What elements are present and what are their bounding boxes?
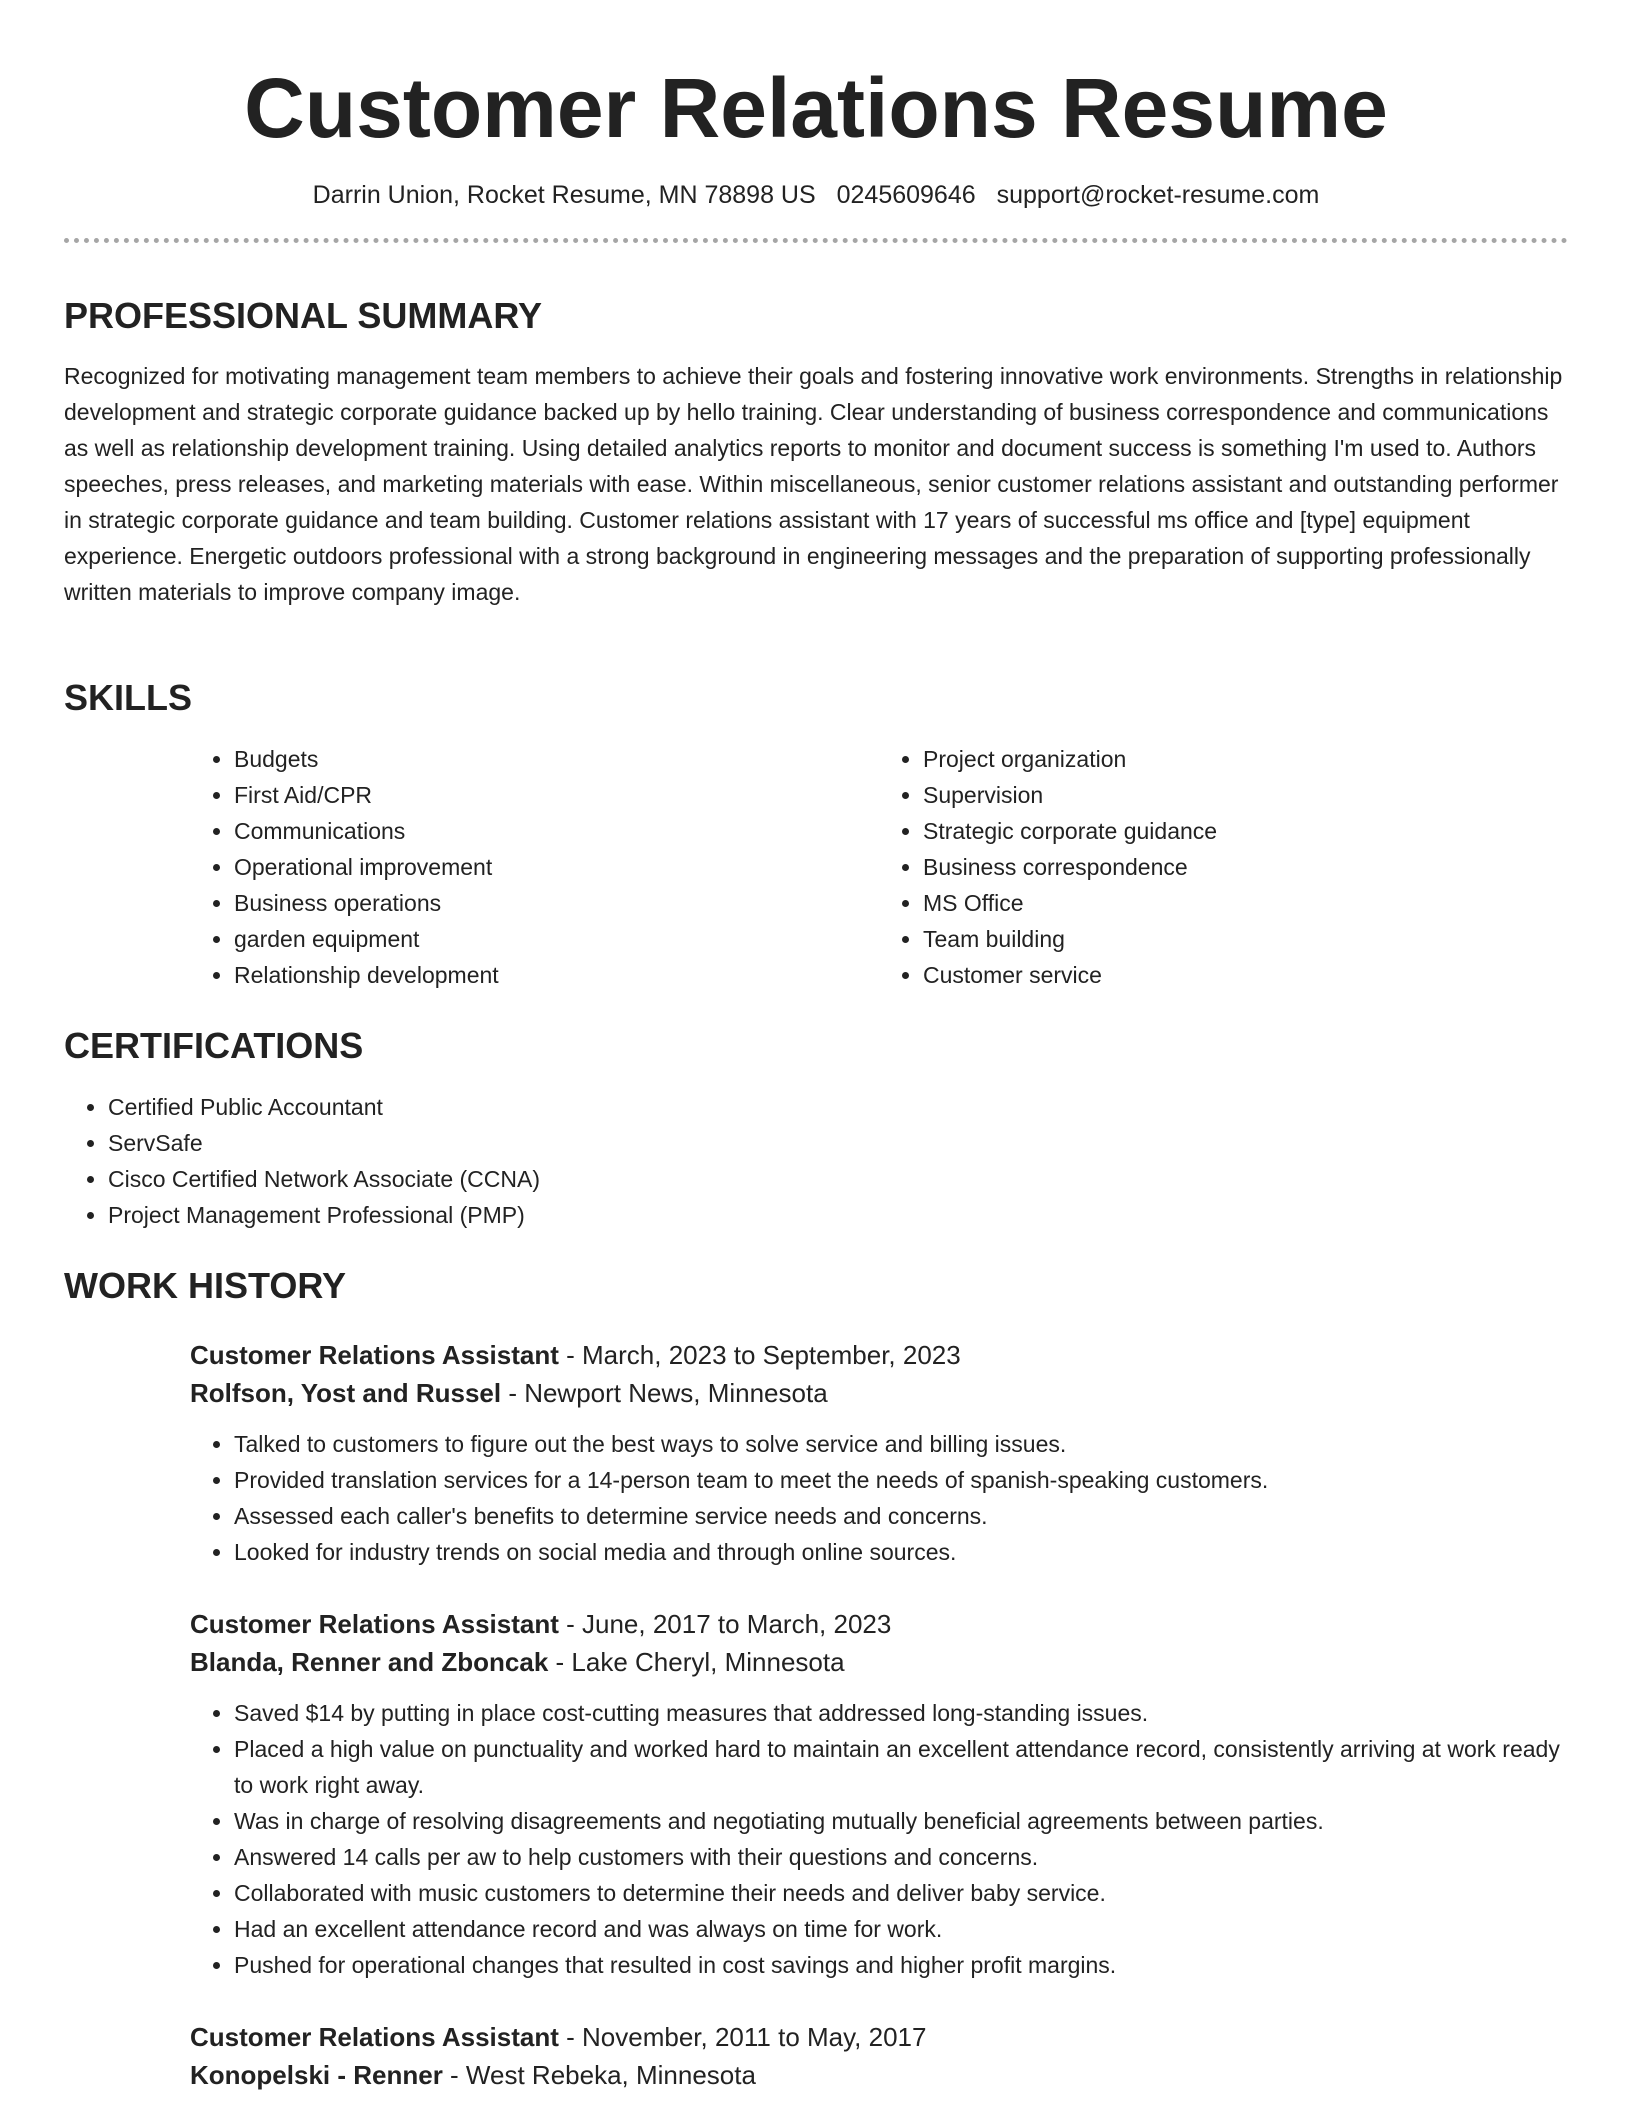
certifications-heading: CERTIFICATIONS <box>64 1025 364 1066</box>
job-dates: - March, 2023 to September, 2023 <box>558 1340 961 1370</box>
job-bullet: • Talked to customers to figure out the best ways to solve service and billing issues. <box>234 1426 1568 1462</box>
job-entry <box>190 1605 1568 1983</box>
job-location: - Lake Cheryl, Minnesota <box>548 1647 845 1677</box>
job-bullet: • Answered 14 calls per aw to help customers with their questions and concerns. <box>234 1839 1568 1875</box>
contact-line <box>64 178 1568 212</box>
certification-item: • Project Management Professional (PMP) <box>108 1197 1568 1233</box>
contact-address: Darrin Union, Rocket Resume, MN 78898 US <box>312 181 816 209</box>
job-bullets <box>190 1695 1568 1983</box>
contact-phone: 0245609646 <box>836 181 976 209</box>
skill-item: • garden equipment <box>234 921 879 957</box>
job-title-line <box>190 1336 1568 1374</box>
job-bullet: • Was in charge of resolving disagreements and negotiating mutually beneficial agreements between parties. <box>234 1803 1568 1839</box>
job-company-line <box>190 1643 1568 1681</box>
skill-item: • Supervision <box>923 777 1568 813</box>
skills-list-right <box>879 741 1568 993</box>
skills-section <box>64 676 1568 993</box>
job-title: Customer Relations Assistant <box>190 1609 559 1639</box>
skill-item: • Project organization <box>923 741 1568 777</box>
work-history-heading: WORK HISTORY <box>64 1265 347 1306</box>
job-company: Rolfson, Yost and Russel <box>190 1378 502 1408</box>
certification-item: • ServSafe <box>108 1125 1568 1161</box>
job-dates: - November, 2011 to May, 2017 <box>558 2022 927 2052</box>
job-company-line <box>190 1374 1568 1412</box>
skill-item: • Budgets <box>234 741 879 777</box>
job-company: Konopelski - Renner <box>190 2060 443 2090</box>
skill-item: • Relationship development <box>234 957 879 993</box>
job-bullet: • Collaborated with music customers to determine their needs and deliver baby service. <box>234 1875 1568 1911</box>
job-title-line <box>190 1605 1568 1643</box>
resume-page <box>64 0 1568 2090</box>
skill-item: • Communications <box>234 813 879 849</box>
certifications-section <box>64 1024 1568 1233</box>
skill-item: • First Aid/CPR <box>234 777 879 813</box>
skills-heading: SKILLS <box>64 677 193 718</box>
skill-item: • MS Office <box>923 885 1568 921</box>
work-history-section <box>64 1264 1568 1308</box>
job-bullet: • Assessed each caller's benefits to determine service needs and concerns. <box>234 1498 1568 1534</box>
skill-item: • Business correspondence <box>923 849 1568 885</box>
resume-title: Customer Relations Resume <box>244 61 1388 155</box>
job-title-line <box>190 2018 1568 2056</box>
job-entry <box>190 1336 1568 1570</box>
job-location: - West Rebeka, Minnesota <box>442 2060 756 2090</box>
job-bullet: • Provided translation services for a 14-person team to meet the needs of spanish-speaking customers. <box>234 1462 1568 1498</box>
job-title: Customer Relations Assistant <box>190 2022 559 2052</box>
job-bullets <box>190 1426 1568 1570</box>
skill-item: • Operational improvement <box>234 849 879 885</box>
contact-email: support@rocket-resume.com <box>996 181 1320 209</box>
certifications-list <box>64 1089 1568 1233</box>
certification-item: • Cisco Certified Network Associate (CCNA) <box>108 1161 1568 1197</box>
job-company: Blanda, Renner and Zboncak <box>190 1647 549 1677</box>
skill-item: • Business operations <box>234 885 879 921</box>
job-bullet: • Pushed for operational changes that resulted in cost savings and higher profit margins. <box>234 1947 1568 1983</box>
summary-text: Recognized for motivating management team members to achieve their goals and fostering innovative work environments. Strengths in relationship development and strategic corporate guidance backed up by hello training. Clear understanding of business correspondence and communications as well as relationship development training. Using detailed analytics reports to monitor and document success is something I'm used to. Authors speeches, press releases, and marketing materials with ease. Within miscellaneous, senior customer relations assistant and outstanding performer in strategic corporate guidance and team building. Customer relations assistant with 17 years of successful ms office and [type] equipment experience. Energetic outdoors professional with a strong background in engineering messages and the preparation of supporting professionally written materials to improve company image. <box>64 363 1563 605</box>
job-location: - Newport News, Minnesota <box>501 1378 828 1408</box>
skill-item: • Strategic corporate guidance <box>923 813 1568 849</box>
skill-item: • Team building <box>923 921 1568 957</box>
header-divider <box>64 238 1568 243</box>
job-entry <box>190 2018 1568 2094</box>
job-company-line <box>190 2056 1568 2094</box>
skill-item: • Customer service <box>923 957 1568 993</box>
skills-grid <box>190 741 1568 993</box>
job-bullet: • Placed a high value on punctuality and worked hard to maintain an excellent attendance record, consistently arriving at work ready to work right away. <box>234 1731 1568 1803</box>
summary-section <box>64 294 1568 610</box>
summary-heading: PROFESSIONAL SUMMARY <box>64 295 543 336</box>
job-bullet: • Had an excellent attendance record and was always on time for work. <box>234 1911 1568 1947</box>
job-dates: - June, 2017 to March, 2023 <box>558 1609 892 1639</box>
job-bullet: • Looked for industry trends on social media and through online sources. <box>234 1534 1568 1570</box>
skills-list-left <box>190 741 879 993</box>
certification-item: • Certified Public Accountant <box>108 1089 1568 1125</box>
job-title: Customer Relations Assistant <box>190 1340 559 1370</box>
job-bullet: • Saved $14 by putting in place cost-cutting measures that addressed long-standing issues. <box>234 1695 1568 1731</box>
